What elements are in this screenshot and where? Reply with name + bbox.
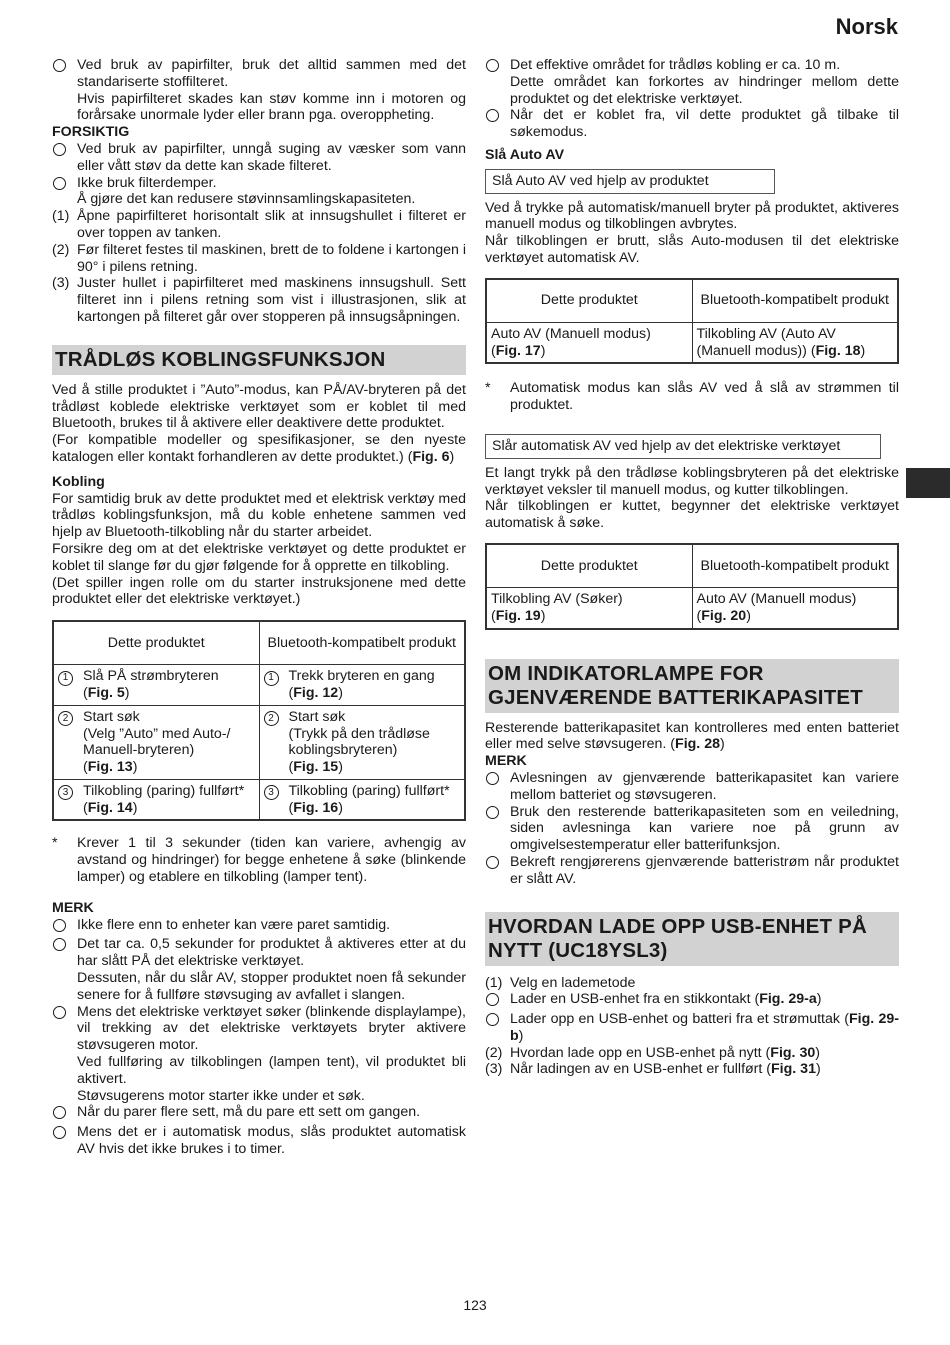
caution-title: FORSIKTIG bbox=[52, 124, 130, 141]
bullet-text: Ved bruk av papirfilter, unngå suging av væsker som vann eller vått støv da dette kan skade filteret. bbox=[77, 140, 466, 174]
circle-bullet-icon bbox=[486, 772, 499, 785]
paragraph: Resterende batterikapasitet kan kontrolleres med enten batteriet eller med selve støvsugeren. (Fig. 28) bbox=[485, 719, 899, 753]
paragraph: (For kompatible modeller og spesifikasjoner, se den nyeste katalogen eller kontakt forhandleren av dette produktet.) (Fig. 6) bbox=[52, 432, 466, 465]
table-cell: Tilkobling (paring) fullført* bbox=[83, 782, 245, 799]
section-tab-marker bbox=[906, 468, 950, 498]
table-cell: Tilkobling AV (Auto AV (Manuell modus)) bbox=[696, 325, 836, 359]
bullet-text: Det tar ca. 0,5 sekunder for produktet å aktiveres etter at du har slått PÅ det elektriske verktøyet. Dessuten, når du slår AV, stopper produktet noen få sekunder senere for å fullføre støvsuging av avfallet i slangen. bbox=[77, 936, 466, 1003]
fig-ref: Fig. 30 bbox=[770, 1044, 816, 1061]
footnote: * Automatisk modus kan slås AV ved å slå av strømmen til produktet. bbox=[485, 380, 899, 414]
circle-bullet-icon bbox=[486, 1013, 499, 1026]
note-title: MERK bbox=[485, 753, 527, 770]
footnote-text: Automatisk modus kan slås AV ved å slå av strømmen til produktet. bbox=[510, 380, 899, 414]
bullet-text: Avlesningen av gjenværende batterikapasitet kan variere mellom batteriet og støvsugeren. bbox=[510, 769, 899, 803]
step-text: Åpne papirfilteret horisontalt slik at innsugshullet i filteret er over toppen av tanken. bbox=[77, 208, 466, 241]
footnote: * Krever 1 til 3 sekunder (tiden kan variere, avhengig av avstand og hindringer) for begge enhetene å søke (blinkende lamper) og etablere en tilkobling (lamper tent). bbox=[52, 835, 466, 886]
table-row: Tilkobling AV (Søker) (Fig. 19) Auto AV (Manuell modus) (Fig. 20) bbox=[486, 587, 898, 628]
fig-ref: Fig. 17 bbox=[495, 342, 541, 359]
table-cell: Slå PÅ strømbryteren bbox=[83, 668, 219, 685]
bullet-text: Bekreft rengjørerens gjenværende batteristrøm når produktet er slått AV. bbox=[510, 853, 899, 887]
bullet-text: Mens det elektriske verktøyet søker (blinkende displaylampe), vil trekking av det elektriske verktøyets bryter aktivere støvsugeren motor. Ved fullføring av tilkoblingen (lampen tent), vil produktet bli aktivert. Støvsugerens motor starter ikke under et søk. bbox=[77, 1003, 466, 1104]
paragraph: Et langt trykk på den trådløse koblingsbryteren på det elektriske verktøyet veksler til manuell modus, og kutter tilkoblingen. Når tilkoblingen er kuttet, begynner det elektriske verktøyet automatisk å søke. bbox=[485, 464, 899, 532]
fig-ref: Fig. 20 bbox=[701, 607, 747, 624]
list-item bbox=[52, 208, 466, 242]
table-cell: Trekk bryteren en gang bbox=[288, 668, 435, 685]
circle-bullet-icon bbox=[486, 109, 499, 122]
list-item bbox=[485, 975, 899, 992]
step-text: Når ladingen av en USB-enhet er fullført ( bbox=[510, 1061, 772, 1078]
table-cell: Tilkobling AV (Søker) bbox=[491, 590, 623, 607]
list-item bbox=[52, 141, 466, 175]
boxed-label: Slå Auto AV ved hjelp av produktet bbox=[485, 169, 775, 194]
section-heading: HVORDAN LADE OPP USB-ENHET PÅ NYTT (UC18YSL3) bbox=[485, 912, 899, 966]
step-number: (2) bbox=[485, 1044, 503, 1061]
fig-ref: Fig. 16 bbox=[293, 799, 339, 816]
list-item bbox=[485, 804, 899, 854]
bullet-text: Mens det er i automatisk modus, slås produktet automatisk AV hvis det ikke brukes i to timer. bbox=[77, 1124, 466, 1158]
circle-bullet-icon bbox=[53, 1106, 66, 1119]
table-header-cell: Bluetooth-kompatibelt produkt bbox=[259, 621, 465, 665]
list-item bbox=[52, 175, 466, 209]
step-number: (2) bbox=[52, 241, 70, 258]
footnote-text: Krever 1 til 3 sekunder (tiden kan variere, avhengig av avstand og hindringer) for begge enhetene å søke (blinkende lamper) og etablere en tilkobling (lamper tent). bbox=[77, 835, 466, 886]
right-column bbox=[485, 57, 899, 1078]
table-header-cell: Dette produktet bbox=[486, 544, 692, 588]
table-header-row bbox=[53, 621, 465, 665]
bullet-text: Ikke flere enn to enheter kan være paret samtidig. bbox=[77, 916, 391, 933]
circle-bullet-icon bbox=[486, 806, 499, 819]
step-text: Før filteret festes til maskinen, brett de to foldene i kartongen i 90° i pilens retning. bbox=[77, 241, 466, 275]
fig-ref: Fig. 15 bbox=[293, 759, 339, 776]
step-circle-number: 2 bbox=[264, 711, 279, 726]
fig-ref: Fig. 14 bbox=[87, 799, 133, 816]
circle-bullet-icon bbox=[486, 59, 499, 72]
table-cell: Tilkobling (paring) fullført* bbox=[288, 782, 450, 799]
table-header-row bbox=[486, 279, 898, 323]
table-header-cell: Dette produktet bbox=[53, 621, 259, 665]
list-item bbox=[52, 57, 466, 124]
left-column bbox=[52, 57, 466, 1158]
step-circle-number: 2 bbox=[58, 711, 73, 726]
list-item bbox=[52, 275, 466, 325]
circle-bullet-icon bbox=[53, 938, 66, 951]
circle-bullet-icon bbox=[486, 993, 499, 1006]
circle-bullet-icon bbox=[53, 59, 66, 72]
auto-off-product-table bbox=[485, 278, 899, 365]
list-item bbox=[485, 107, 899, 141]
step-number: (1) bbox=[485, 974, 503, 991]
list-item bbox=[52, 242, 466, 276]
list-item: (3) Når ladingen av en USB-enhet er fullført (Fig. 31) bbox=[485, 1061, 821, 1078]
step-text: Lader en USB-enhet fra en stikkontakt ( bbox=[510, 991, 760, 1008]
list-item bbox=[485, 57, 899, 107]
step-circle-number: 1 bbox=[58, 671, 73, 686]
list-item bbox=[485, 854, 899, 888]
section-heading: TRÅDLØS KOBLINGSFUNKSJON bbox=[52, 345, 466, 375]
step-number: (3) bbox=[485, 1061, 503, 1078]
circle-bullet-icon bbox=[53, 919, 66, 932]
bullet-text: Når du parer flere sett, må du pare ett sett om gangen. bbox=[77, 1104, 421, 1121]
step-text: Velg en lademetode bbox=[510, 974, 636, 991]
fig-ref: Fig. 13 bbox=[87, 759, 133, 776]
list-item: (2) Hvordan lade opp en USB-enhet på nytt (Fig. 30) bbox=[485, 1044, 820, 1061]
table-header-cell: Bluetooth-kompatibelt produkt bbox=[692, 544, 898, 588]
subheading-auto-off: Slå Auto AV bbox=[485, 146, 565, 163]
bullet-text: Ikke bruk filterdemper. bbox=[77, 174, 217, 191]
circle-bullet-icon bbox=[53, 177, 66, 190]
step-circle-number: 3 bbox=[264, 785, 279, 800]
paragraph: Ved å trykke på automatisk/manuell bryter på produktet, aktiveres manuell modus og tilkoblingen avbrytes. Når tilkoblingen er brutt, slås Auto-modusen til det elektriske verktøyet automatisk AV. bbox=[485, 199, 899, 266]
table-cell: Start søk (Trykk på den trådløse koblingsbryteren) bbox=[288, 708, 430, 759]
circle-bullet-icon bbox=[53, 1126, 66, 1139]
circle-bullet-icon bbox=[53, 143, 66, 156]
step-circle-number: 1 bbox=[264, 671, 279, 686]
paragraph: Forsikre deg om at det elektriske verktøyet og dette produktet er koblet til slange før du gjør følgende for å opprette en tilkobling. bbox=[52, 540, 466, 574]
step-circle-number: 3 bbox=[58, 785, 73, 800]
note-title: MERK bbox=[52, 899, 94, 916]
table-header-cell: Dette produktet bbox=[486, 279, 692, 323]
paragraph: Ved å stille produktet i ”Auto”-modus, kan PÅ/AV-bryteren på det trådløst koblede elektriske verktøyet som er koblet til med Bluetooth, brukes til å aktivere eller deaktivere dette produktet. bbox=[52, 381, 466, 432]
bullet-text: Bruk den resterende batterikapasiteten som en veiledning, siden avlesninga kan variere noe på grunn av omgivelsestemperatur eller batterifunksjon. bbox=[510, 803, 899, 854]
fig-ref: Fig. 12 bbox=[293, 684, 339, 701]
table-row: 3 Tilkobling (paring) fullført* (Fig. 14) 3 Tilkobling (paring) fullført* (Fig. 16) bbox=[53, 779, 465, 820]
list-item bbox=[52, 1124, 466, 1158]
step-number: (1) bbox=[52, 208, 70, 225]
bullet-text: Ved bruk av papirfilter, bruk det alltid sammen med det standariserte stoffilteret. bbox=[77, 57, 466, 90]
fig-ref: Fig. 29-b bbox=[510, 1011, 899, 1044]
table-cell: Start søk (Velg ”Auto” med Auto-/ Manuell-bryteren) bbox=[83, 708, 231, 759]
boxed-label: Slår automatisk AV ved hjelp av det elektriske verktøyet bbox=[485, 434, 881, 459]
paragraph: For samtidig bruk av dette produktet med et elektrisk verktøy med trådløs koblingsfunksjon, må du koble enhetene sammen ved hjelp av Bluetooth-tilkobling når du starter arbeidet. bbox=[52, 490, 466, 541]
bullet-text: Å gjøre det kan redusere støvinnsamlingskapasiteten. bbox=[77, 191, 416, 208]
page-number: 123 bbox=[463, 1297, 487, 1313]
paragraph: (Det spiller ingen rolle om du starter instruksjonene med dette produktet eller det elektriske verktøyet.) bbox=[52, 574, 466, 608]
table-row: Auto AV (Manuell modus) (Fig. 17) Tilkobling AV (Auto AV (Manuell modus)) (Fig. 18) bbox=[486, 322, 898, 363]
list-item bbox=[52, 1004, 466, 1105]
table-row: 2 Start søk (Velg ”Auto” med Auto-/ Manuell-bryteren) (Fig. 13) 2 Start søk (Trykk på den trådløse koblingsbryteren) (Fig. 15) bbox=[53, 705, 465, 779]
auto-off-tool-table bbox=[485, 543, 899, 630]
fig-ref: Fig. 31 bbox=[771, 1061, 816, 1078]
list-item: Lader en USB-enhet fra en stikkontakt (Fig. 29-a) bbox=[485, 991, 899, 1011]
section-heading: OM INDIKATORLAMPE FOR GJENVÆRENDE BATTERIKAPASITET bbox=[485, 659, 899, 713]
list-item bbox=[52, 1104, 466, 1124]
list-item: Lader opp en USB-enhet og batteri fra et strømuttak (Fig. 29-b) bbox=[485, 1011, 899, 1045]
step-text: Lader opp en USB-enhet og batteri fra et strømuttak ( bbox=[510, 1011, 849, 1028]
fig-ref: Fig. 5 bbox=[87, 684, 125, 701]
bullet-text: Når det er koblet fra, vil dette produktet gå tilbake til søkemodus. bbox=[510, 107, 899, 141]
table-header-row bbox=[486, 544, 898, 588]
table-header-cell: Bluetooth-kompatibelt produkt bbox=[692, 279, 898, 323]
fig-ref: Fig. 29-a bbox=[759, 991, 817, 1008]
table-cell: Auto AV (Manuell modus) bbox=[696, 590, 857, 607]
subheading-kobling: Kobling bbox=[52, 473, 105, 490]
step-text: Juster hullet i papirfilteret med maskinens innsugshull. Sett filteret inn i pilens retning som vist i illustrasjonen, slik at kartongen på filteret går over stopperen på innsugsåpningen. bbox=[77, 275, 466, 325]
bullet-text: Hvis papirfilteret skades kan støv komme inn i motoren og forårsake unormale lyder eller brann pga. overoppheting. bbox=[77, 90, 466, 124]
list-item bbox=[485, 770, 899, 804]
page-language-header: Norsk bbox=[835, 14, 898, 39]
list-item bbox=[52, 936, 466, 1003]
pairing-table bbox=[52, 620, 466, 821]
step-number: (3) bbox=[52, 275, 70, 292]
list-item bbox=[52, 917, 466, 937]
circle-bullet-icon bbox=[486, 856, 499, 869]
fig-ref: Fig. 18 bbox=[815, 342, 861, 359]
step-text: Hvordan lade opp en USB-enhet på nytt ( bbox=[510, 1044, 771, 1061]
fig-ref: Fig. 19 bbox=[495, 607, 541, 624]
bullet-text: Det effektive området for trådløs kobling er ca. 10 m. Dette området kan forkortes av hindringer mellom dette produktet og det elektriske verktøyet. bbox=[510, 57, 899, 107]
table-cell: Auto AV (Manuell modus) bbox=[491, 325, 651, 342]
table-row: 1 Slå PÅ strømbryteren (Fig. 5) 1 Trekk bryteren en gang (Fig. 12) bbox=[53, 665, 465, 706]
circle-bullet-icon bbox=[53, 1006, 66, 1019]
